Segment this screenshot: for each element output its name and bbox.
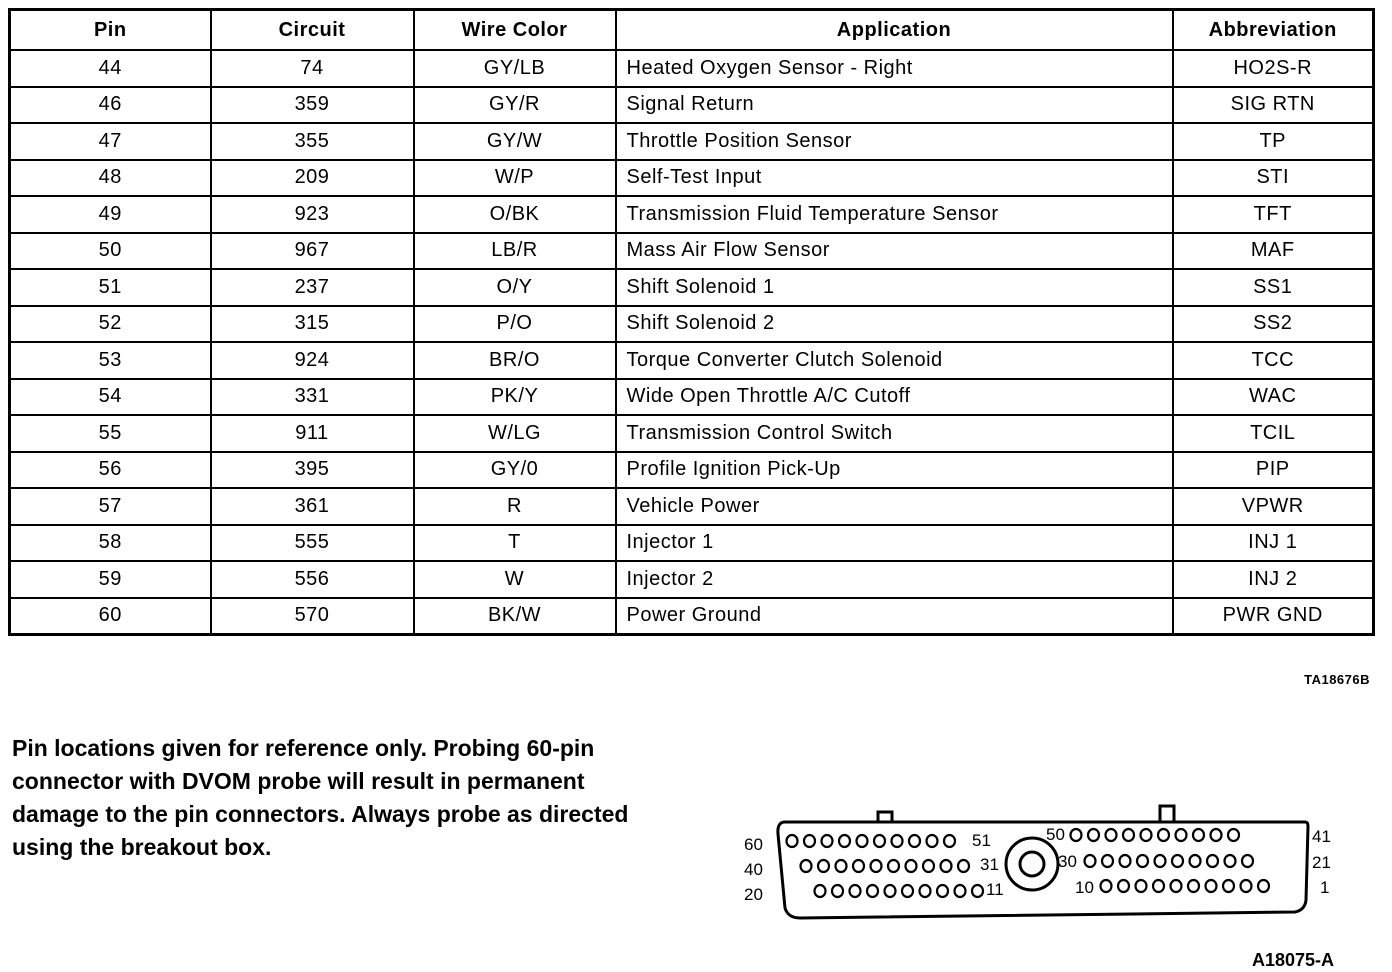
pin-table [8, 8, 1375, 636]
connector-pin [801, 860, 812, 872]
connector-pin [1223, 880, 1234, 892]
cell-circuit: 395 [211, 452, 414, 489]
cell-abbreviation: TCC [1173, 342, 1374, 379]
label-10: 10 [1075, 878, 1094, 897]
connector-pin [1207, 855, 1218, 867]
cell-application: Throttle Position Sensor [616, 123, 1173, 160]
connector-pin [1193, 829, 1204, 841]
connector-pin [1206, 880, 1217, 892]
cell-pin: 55 [10, 415, 211, 452]
cell-circuit: 361 [211, 488, 414, 525]
label-11: 11 [986, 880, 1004, 899]
connector-pin [839, 835, 850, 847]
table-header-row [10, 10, 1374, 51]
table-row [10, 123, 1374, 160]
connector-pin [1071, 829, 1082, 841]
cell-abbreviation: TFT [1173, 196, 1374, 233]
connector-center-boss [1006, 838, 1058, 890]
cell-wire-color: W [414, 561, 616, 598]
cell-wire-color: GY/W [414, 123, 616, 160]
cell-application: Signal Return [616, 87, 1173, 124]
cell-application: Injector 2 [616, 561, 1173, 598]
cell-abbreviation: SS1 [1173, 269, 1374, 306]
warning-text: Pin locations given for reference only. Probing 60-pin connector with DVOM probe will result in permanent damage to the pin connectors. Always probe as directed using the breakout box. [12, 735, 629, 860]
connector-pin [1102, 855, 1113, 867]
connector-pin [920, 885, 931, 897]
connector-pin [972, 885, 983, 897]
cell-application: Shift Solenoid 2 [616, 306, 1173, 343]
cell-circuit: 355 [211, 123, 414, 160]
cell-abbreviation: INJ 1 [1173, 525, 1374, 562]
table-row [10, 233, 1374, 270]
cell-pin: 53 [10, 342, 211, 379]
connector-pin [892, 835, 903, 847]
cell-circuit: 911 [211, 415, 414, 452]
cell-wire-color: P/O [414, 306, 616, 343]
connector-pin [941, 860, 952, 872]
label-60: 60 [744, 835, 763, 854]
cell-application: Transmission Fluid Temperature Sensor [616, 196, 1173, 233]
connector-pin [850, 885, 861, 897]
cell-pin: 51 [10, 269, 211, 306]
cell-application: Injector 1 [616, 525, 1173, 562]
connector-pin [815, 885, 826, 897]
cell-wire-color: O/Y [414, 269, 616, 306]
connector-pin [874, 835, 885, 847]
cell-wire-color: O/BK [414, 196, 616, 233]
cell-circuit: 923 [211, 196, 414, 233]
cell-circuit: 924 [211, 342, 414, 379]
connector-pin [1136, 880, 1147, 892]
cell-pin: 58 [10, 525, 211, 562]
header-circuit: Circuit [211, 10, 414, 51]
cell-circuit: 359 [211, 87, 414, 124]
connector-pin [923, 860, 934, 872]
connector-pin [937, 885, 948, 897]
connector-pin [853, 860, 864, 872]
connector-center-hole [1020, 852, 1044, 876]
connector-pin [1241, 880, 1252, 892]
cell-abbreviation: TP [1173, 123, 1374, 160]
cell-application: Power Ground [616, 598, 1173, 635]
cell-pin: 50 [10, 233, 211, 270]
connector-pin [1188, 880, 1199, 892]
table-row [10, 525, 1374, 562]
label-21: 21 [1312, 853, 1331, 872]
cell-application: Vehicle Power [616, 488, 1173, 525]
cell-application: Shift Solenoid 1 [616, 269, 1173, 306]
table-figure-ref: TA18676B [1304, 672, 1370, 687]
cell-circuit: 967 [211, 233, 414, 270]
connector-pin [867, 885, 878, 897]
cell-application: Self-Test Input [616, 160, 1173, 197]
connector-pin [1172, 855, 1183, 867]
connector-pin [787, 835, 798, 847]
cell-application: Mass Air Flow Sensor [616, 233, 1173, 270]
cell-circuit: 209 [211, 160, 414, 197]
cell-wire-color: R [414, 488, 616, 525]
table-row [10, 160, 1374, 197]
cell-pin: 54 [10, 379, 211, 416]
connector-pin [1158, 829, 1169, 841]
cell-abbreviation: MAF [1173, 233, 1374, 270]
cell-application: Transmission Control Switch [616, 415, 1173, 452]
cell-circuit: 556 [211, 561, 414, 598]
connector-pin [822, 835, 833, 847]
connector-pin [888, 860, 899, 872]
header-application: Application [616, 10, 1173, 51]
cell-abbreviation: PIP [1173, 452, 1374, 489]
cell-wire-color: LB/R [414, 233, 616, 270]
table-row [10, 50, 1374, 87]
connector-pin [1225, 855, 1236, 867]
cell-pin: 49 [10, 196, 211, 233]
cell-pin: 46 [10, 87, 211, 124]
cell-wire-color: T [414, 525, 616, 562]
connector-pin [902, 885, 913, 897]
connector-pin [1258, 880, 1269, 892]
connector-pin [1101, 880, 1112, 892]
cell-circuit: 237 [211, 269, 414, 306]
cell-abbreviation: HO2S-R [1173, 50, 1374, 87]
connector-pin [909, 835, 920, 847]
cell-wire-color: GY/0 [414, 452, 616, 489]
connector-pin [871, 860, 882, 872]
label-1: 1 [1320, 878, 1330, 897]
cell-wire-color: BK/W [414, 598, 616, 635]
cell-wire-color: GY/R [414, 87, 616, 124]
connector-pin [1190, 855, 1201, 867]
label-30: 30 [1058, 852, 1077, 871]
connector-pin [927, 835, 938, 847]
label-50: 50 [1046, 825, 1065, 844]
table-row [10, 415, 1374, 452]
cell-circuit: 555 [211, 525, 414, 562]
header-abbreviation: Abbreviation [1173, 10, 1374, 51]
cell-circuit: 331 [211, 379, 414, 416]
connector-pin [857, 835, 868, 847]
table-row [10, 342, 1374, 379]
connector-pin [1176, 829, 1187, 841]
label-41: 41 [1312, 827, 1331, 846]
connector-pin [1123, 829, 1134, 841]
cell-wire-color: W/P [414, 160, 616, 197]
cell-pin: 52 [10, 306, 211, 343]
cell-abbreviation: SS2 [1173, 306, 1374, 343]
cell-circuit: 570 [211, 598, 414, 635]
cell-application: Wide Open Throttle A/C Cutoff [616, 379, 1173, 416]
cell-pin: 60 [10, 598, 211, 635]
connector-key-right [1160, 806, 1174, 822]
table-row [10, 452, 1374, 489]
connector-pin [1118, 880, 1129, 892]
table-row [10, 196, 1374, 233]
connector-pin [1211, 829, 1222, 841]
table-row [10, 488, 1374, 525]
diagram-figure-ref: A18075-A [1251, 950, 1334, 970]
table-row [10, 598, 1374, 635]
label-51: 51 [972, 831, 991, 850]
connector-pin [1088, 829, 1099, 841]
connector-pin [1085, 855, 1096, 867]
cell-circuit: 315 [211, 306, 414, 343]
label-31: 31 [980, 855, 999, 874]
cell-abbreviation: PWR GND [1173, 598, 1374, 635]
connector-diagram [740, 800, 1340, 930]
table-row [10, 269, 1374, 306]
table-row [10, 306, 1374, 343]
header-wire-color: Wire Color [414, 10, 616, 51]
connector-pin [1120, 855, 1131, 867]
cell-wire-color: BR/O [414, 342, 616, 379]
connector-pin [906, 860, 917, 872]
table-row [10, 561, 1374, 598]
connector-pin [1106, 829, 1117, 841]
cell-abbreviation: STI [1173, 160, 1374, 197]
cell-wire-color: PK/Y [414, 379, 616, 416]
connector-pin [958, 860, 969, 872]
cell-pin: 57 [10, 488, 211, 525]
cell-application: Heated Oxygen Sensor - Right [616, 50, 1173, 87]
connector-pin [1141, 829, 1152, 841]
header-pin: Pin [10, 10, 211, 51]
cell-pin: 47 [10, 123, 211, 160]
cell-abbreviation: SIG RTN [1173, 87, 1374, 124]
table-row [10, 87, 1374, 124]
connector-pin [804, 835, 815, 847]
connector-pin [1155, 855, 1166, 867]
cell-pin: 59 [10, 561, 211, 598]
cell-pin: 56 [10, 452, 211, 489]
cell-wire-color: GY/LB [414, 50, 616, 87]
cell-application: Profile Ignition Pick-Up [616, 452, 1173, 489]
cell-abbreviation: VPWR [1173, 488, 1374, 525]
connector-pin [832, 885, 843, 897]
connector-pin [1228, 829, 1239, 841]
connector-pin [1171, 880, 1182, 892]
label-20: 20 [744, 885, 763, 904]
cell-wire-color: W/LG [414, 415, 616, 452]
connector-pin [836, 860, 847, 872]
label-40: 40 [744, 860, 763, 879]
connector-pin [955, 885, 966, 897]
connector-pin [885, 885, 896, 897]
cell-abbreviation: TCIL [1173, 415, 1374, 452]
table-row [10, 379, 1374, 416]
cell-pin: 44 [10, 50, 211, 87]
cell-pin: 48 [10, 160, 211, 197]
connector-pin [1242, 855, 1253, 867]
cell-abbreviation: INJ 2 [1173, 561, 1374, 598]
cell-abbreviation: WAC [1173, 379, 1374, 416]
connector-pin [818, 860, 829, 872]
connector-key-left [878, 812, 892, 822]
connector-pin [944, 835, 955, 847]
cell-application: Torque Converter Clutch Solenoid [616, 342, 1173, 379]
connector-pin [1137, 855, 1148, 867]
connector-pin [1153, 880, 1164, 892]
cell-circuit: 74 [211, 50, 414, 87]
